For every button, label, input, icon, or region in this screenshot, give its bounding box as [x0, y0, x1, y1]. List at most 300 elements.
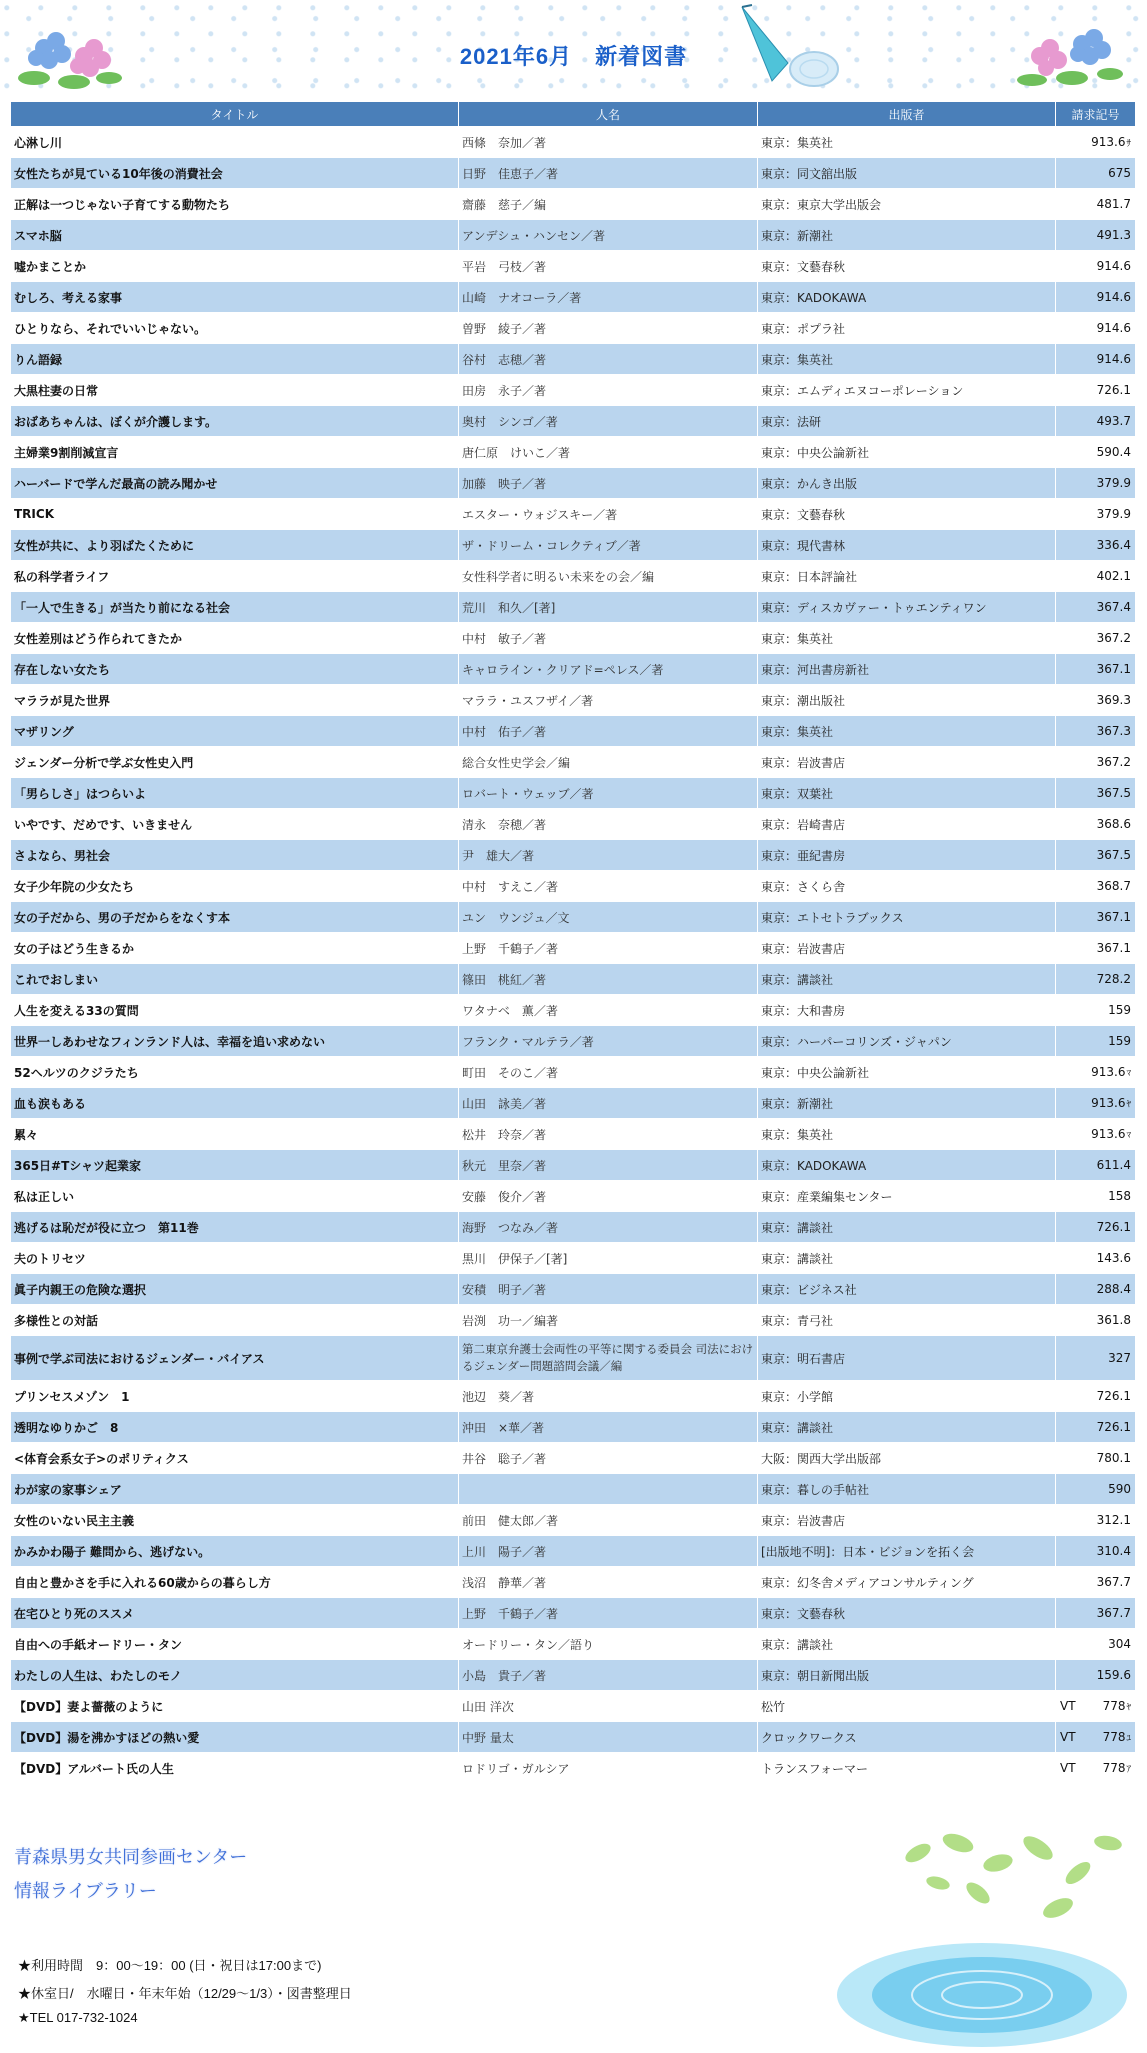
water-ripple-decoration	[832, 1930, 1132, 2050]
book-publisher: 東京：集英社	[758, 344, 1056, 375]
book-title: 女性たちが見ている10年後の消費社会	[11, 158, 459, 189]
book-title: ジェンダー分析で学ぶ女性史入門	[11, 747, 459, 778]
call-number	[1056, 1150, 1136, 1181]
call-number-value: 914.6	[1096, 321, 1131, 335]
call-number	[1056, 220, 1136, 251]
call-number	[1056, 716, 1136, 747]
table-row	[11, 964, 1136, 995]
call-number-value: 778	[1102, 1699, 1126, 1713]
book-title: おばあちゃんは、ぼくが介護します。	[11, 406, 459, 437]
table-row	[11, 902, 1136, 933]
book-author: 篠田 桃紅／著	[459, 964, 758, 995]
book-publisher: 東京：日本評論社	[758, 561, 1056, 592]
call-number	[1056, 623, 1136, 654]
call-number-value: 368.7	[1096, 879, 1131, 893]
book-publisher: 東京：ディスカヴァー・トゥエンティワン	[758, 592, 1056, 623]
book-author: ザ・ドリーム・コレクティブ／著	[459, 530, 758, 561]
call-prefix: VT	[1060, 1761, 1076, 1775]
call-number-value: 913.6	[1091, 1096, 1126, 1110]
call-number-value: 310.4	[1096, 1544, 1131, 1558]
book-publisher: 東京：さくら舎	[758, 871, 1056, 902]
book-title: かみかわ陽子 難問から、逃げない。	[11, 1536, 459, 1567]
book-author: 中村 すえこ／著	[459, 871, 758, 902]
call-number-value: 367.2	[1096, 755, 1131, 769]
call-number-value: 336.4	[1096, 538, 1131, 552]
book-publisher: 東京：ハーパーコリンズ・ジャパン	[758, 1026, 1056, 1057]
book-author: 齋藤 慈子／編	[459, 189, 758, 220]
call-number	[1056, 964, 1136, 995]
call-number	[1056, 1243, 1136, 1274]
book-title: 自由と豊かさを手に入れる60歳からの暮らし方	[11, 1567, 459, 1598]
call-number-value: 778	[1102, 1761, 1126, 1775]
book-title: むしろ、考える家事	[11, 282, 459, 313]
call-number	[1056, 1057, 1136, 1088]
call-number-value: 327	[1108, 1351, 1131, 1365]
table-row	[11, 654, 1136, 685]
book-title: ハーバードで学んだ最高の読み聞かせ	[11, 468, 459, 499]
call-number-value: 288.4	[1096, 1282, 1131, 1296]
opening-hours: ★利用時間 9：00～19：00 (日・祝日は17:00まで)	[18, 1958, 322, 1973]
table-row	[11, 1567, 1136, 1598]
call-number-value: 367.3	[1096, 724, 1131, 738]
book-publisher: 東京：中央公論新社	[758, 437, 1056, 468]
book-author: ロドリゴ・ガルシア	[459, 1753, 758, 1784]
call-number-value: 367.5	[1096, 848, 1131, 862]
book-publisher: 東京：集英社	[758, 623, 1056, 654]
book-title: 世界一しあわせなフィンランド人は、幸福を追い求めない	[11, 1026, 459, 1057]
book-author: 上野 千鶴子／著	[459, 1598, 758, 1629]
table-row	[11, 933, 1136, 964]
table-row	[11, 1660, 1136, 1691]
book-title: 365日#Tシャツ起業家	[11, 1150, 459, 1181]
call-number-value: 726.1	[1096, 1420, 1131, 1434]
call-number	[1056, 1691, 1136, 1722]
call-number-value: 913.6	[1091, 1127, 1126, 1141]
call-number	[1056, 840, 1136, 871]
call-number-value: 611.4	[1096, 1158, 1131, 1172]
book-publisher: 東京：講談社	[758, 1629, 1056, 1660]
call-number	[1056, 127, 1136, 158]
table-row	[11, 1691, 1136, 1722]
book-publisher: 東京：幻冬舎メディアコンサルティング	[758, 1567, 1056, 1598]
call-number	[1056, 530, 1136, 561]
book-publisher: 東京：青弓社	[758, 1305, 1056, 1336]
table-row	[11, 1474, 1136, 1505]
call-number	[1056, 1412, 1136, 1443]
call-number	[1056, 1722, 1136, 1753]
call-suffix: ｱ	[1126, 1765, 1131, 1775]
book-publisher: 東京：集英社	[758, 716, 1056, 747]
book-publisher: 東京：岩波書店	[758, 933, 1056, 964]
call-number-value: 159	[1108, 1034, 1131, 1048]
call-number-value: 726.1	[1096, 1389, 1131, 1403]
book-publisher: 東京：KADOKAWA	[758, 1150, 1056, 1181]
book-publisher: 東京：朝日新聞出版	[758, 1660, 1056, 1691]
book-title: 自由への手紙オードリー・タン	[11, 1629, 459, 1660]
call-prefix: VT	[1060, 1699, 1076, 1713]
book-title: さよなら、男社会	[11, 840, 459, 871]
book-title: 私の科学者ライフ	[11, 561, 459, 592]
call-number	[1056, 654, 1136, 685]
table-row	[11, 406, 1136, 437]
book-title: 【DVD】アルバート氏の人生	[11, 1753, 459, 1784]
book-publisher: 東京：文藝春秋	[758, 251, 1056, 282]
book-author: 井谷 聡子／著	[459, 1443, 758, 1474]
call-number	[1056, 1474, 1136, 1505]
book-title: 52ヘルツのクジラたち	[11, 1057, 459, 1088]
call-number	[1056, 1026, 1136, 1057]
book-publisher: 東京：集英社	[758, 127, 1056, 158]
table-row	[11, 468, 1136, 499]
call-suffix: ﾕ	[1126, 1734, 1131, 1744]
book-author	[459, 1474, 758, 1505]
call-number	[1056, 1119, 1136, 1150]
book-author: 谷村 志穂／著	[459, 344, 758, 375]
book-author: 池辺 葵／著	[459, 1381, 758, 1412]
call-number	[1056, 406, 1136, 437]
book-title: 女性差別はどう作られてきたか	[11, 623, 459, 654]
book-title: いやです、だめです、いきません	[11, 809, 459, 840]
table-row	[11, 747, 1136, 778]
table-row	[11, 995, 1136, 1026]
book-title: 女の子はどう生きるか	[11, 933, 459, 964]
book-publisher: 東京：同文舘出版	[758, 158, 1056, 189]
table-row	[11, 1381, 1136, 1412]
call-number	[1056, 1505, 1136, 1536]
table-row	[11, 282, 1136, 313]
call-number	[1056, 1536, 1136, 1567]
book-author: 中野 量太	[459, 1722, 758, 1753]
table-row	[11, 1629, 1136, 1660]
table-row	[11, 1057, 1136, 1088]
book-publisher: 東京：かんき出版	[758, 468, 1056, 499]
table-row	[11, 251, 1136, 282]
call-number-value: 728.2	[1096, 972, 1131, 986]
book-author: 沖田 ×華／著	[459, 1412, 758, 1443]
column-header-author: 人名	[459, 102, 758, 127]
column-header-publisher: 出版者	[758, 102, 1056, 127]
book-title: <体育会系女子>のポリティクス	[11, 1443, 459, 1474]
call-suffix: ﾔ	[1126, 1100, 1131, 1110]
book-author: 上川 陽子／著	[459, 1536, 758, 1567]
call-number	[1056, 778, 1136, 809]
call-number	[1056, 251, 1136, 282]
telephone: ★TEL 017-732-1024	[18, 2010, 138, 2025]
call-number	[1056, 1336, 1136, 1381]
closed-days: ★休室日/ 水曜日・年末年始（12/29～1/3）・図書整理日	[18, 1986, 352, 2001]
book-author: 中村 敏子／著	[459, 623, 758, 654]
call-number-value: 367.1	[1096, 910, 1131, 924]
call-number-value: 726.1	[1096, 1220, 1131, 1234]
call-number-value: 402.1	[1096, 569, 1131, 583]
book-publisher: 東京：法研	[758, 406, 1056, 437]
book-title: 【DVD】湯を沸かすほどの熱い愛	[11, 1722, 459, 1753]
org-name: 青森県男女共同参画センター	[14, 1847, 248, 1867]
table-row	[11, 1505, 1136, 1536]
table-row	[11, 778, 1136, 809]
book-title: 在宅ひとり死のススメ	[11, 1598, 459, 1629]
table-row	[11, 1181, 1136, 1212]
book-author: 中村 佑子／著	[459, 716, 758, 747]
book-title: マザリング	[11, 716, 459, 747]
table-row	[11, 530, 1136, 561]
book-title: 血も涙もある	[11, 1088, 459, 1119]
table-row	[11, 1443, 1136, 1474]
book-title: プリンセスメゾン 1	[11, 1381, 459, 1412]
table-row	[11, 561, 1136, 592]
book-publisher: 東京：新潮社	[758, 220, 1056, 251]
book-author: 安積 明子／著	[459, 1274, 758, 1305]
book-title: 心淋し川	[11, 127, 459, 158]
call-number-value: 368.6	[1096, 817, 1131, 831]
book-publisher: 東京：文藝春秋	[758, 1598, 1056, 1629]
book-publisher: 東京：ビジネス社	[758, 1274, 1056, 1305]
call-number	[1056, 1381, 1136, 1412]
table-row	[11, 1088, 1136, 1119]
book-publisher: 大阪：関西大学出版部	[758, 1443, 1056, 1474]
table-row	[11, 127, 1136, 158]
table-row	[11, 1536, 1136, 1567]
book-author: 岩渕 功一／編著	[459, 1305, 758, 1336]
book-publisher: 東京：集英社	[758, 1119, 1056, 1150]
table-row	[11, 313, 1136, 344]
call-number-value: 914.6	[1096, 290, 1131, 304]
call-number-value: 379.9	[1096, 476, 1131, 490]
table-row	[11, 592, 1136, 623]
call-number-value: 143.6	[1096, 1251, 1131, 1265]
book-title: 女の子だから、男の子だからをなくす本	[11, 902, 459, 933]
call-number-value: 367.4	[1096, 600, 1131, 614]
book-publisher: 東京：ポプラ社	[758, 313, 1056, 344]
book-author: 総合女性史学会／編	[459, 747, 758, 778]
table-row	[11, 716, 1136, 747]
book-author: 山崎 ナオコーラ／著	[459, 282, 758, 313]
book-publisher: 東京：新潮社	[758, 1088, 1056, 1119]
book-title: 累々	[11, 1119, 459, 1150]
book-title: 「一人で生きる」が当たり前になる社会	[11, 592, 459, 623]
call-number-value: 159	[1108, 1003, 1131, 1017]
call-number-value: 367.1	[1096, 941, 1131, 955]
call-prefix: VT	[1060, 1730, 1076, 1744]
new-books-table	[10, 101, 1136, 1784]
call-number	[1056, 592, 1136, 623]
book-author: 加藤 映子／著	[459, 468, 758, 499]
call-number-value: 361.8	[1096, 1313, 1131, 1327]
book-author: 町田 そのこ／著	[459, 1057, 758, 1088]
book-author: ロバート・ウェッブ／著	[459, 778, 758, 809]
book-publisher: 東京：暮しの手帖社	[758, 1474, 1056, 1505]
call-suffix: ﾏ	[1126, 1069, 1131, 1079]
book-author: フランク・マルテラ／著	[459, 1026, 758, 1057]
table-row	[11, 220, 1136, 251]
book-title: 逃げるは恥だが役に立つ 第11巻	[11, 1212, 459, 1243]
book-title: りん語録	[11, 344, 459, 375]
table-row	[11, 623, 1136, 654]
book-publisher: [出版地不明]：日本・ビジョンを拓く会	[758, 1536, 1056, 1567]
book-author: 秋元 里奈／著	[459, 1150, 758, 1181]
call-number	[1056, 1443, 1136, 1474]
book-publisher: トランスフォーマー	[758, 1753, 1056, 1784]
call-number-value: 367.7	[1096, 1575, 1131, 1589]
call-number	[1056, 313, 1136, 344]
call-number	[1056, 1567, 1136, 1598]
book-publisher: 東京：大和書房	[758, 995, 1056, 1026]
book-publisher: 東京：亜紀書房	[758, 840, 1056, 871]
book-author: 曽野 綾子／著	[459, 313, 758, 344]
book-author: エスター・ウォジスキー／著	[459, 499, 758, 530]
call-number-value: 379.9	[1096, 507, 1131, 521]
call-number	[1056, 344, 1136, 375]
book-author: 日野 佳恵子／著	[459, 158, 758, 189]
call-number	[1056, 902, 1136, 933]
page-header	[0, 0, 1147, 100]
book-author: 海野 つなみ／著	[459, 1212, 758, 1243]
call-number	[1056, 1660, 1136, 1691]
book-title: 存在しない女たち	[11, 654, 459, 685]
book-author: 奥村 シンゴ／著	[459, 406, 758, 437]
book-publisher: 東京：講談社	[758, 1412, 1056, 1443]
call-number-value: 913.6	[1091, 1065, 1126, 1079]
book-author: 山田 詠美／著	[459, 1088, 758, 1119]
book-author: 第二東京弁護士会両性の平等に関する委員会 司法におけるジェンダー問題諮問会議／編	[459, 1336, 758, 1381]
book-title: TRICK	[11, 499, 459, 530]
table-row	[11, 375, 1136, 406]
table-row	[11, 499, 1136, 530]
book-author: 上野 千鶴子／著	[459, 933, 758, 964]
table-row	[11, 1150, 1136, 1181]
call-number	[1056, 375, 1136, 406]
book-title: マララが見た世界	[11, 685, 459, 716]
call-number-value: 491.3	[1096, 228, 1131, 242]
call-number-value: 778	[1102, 1730, 1126, 1744]
book-author: マララ・ユスフザイ／著	[459, 685, 758, 716]
book-publisher: 東京：講談社	[758, 1243, 1056, 1274]
book-title: 嘘かまことか	[11, 251, 459, 282]
book-author: 清永 奈穂／著	[459, 809, 758, 840]
table-body	[11, 127, 1136, 1784]
call-number-value: 481.7	[1096, 197, 1131, 211]
call-number-value: 159.6	[1096, 1668, 1131, 1682]
book-title: 女子少年院の少女たち	[11, 871, 459, 902]
call-number	[1056, 1753, 1136, 1784]
call-number-value: 675	[1108, 166, 1131, 180]
call-number	[1056, 747, 1136, 778]
book-publisher: クロックワークス	[758, 1722, 1056, 1753]
book-author: アンデシュ・ハンセン／著	[459, 220, 758, 251]
book-title: ひとりなら、それでいいじゃない。	[11, 313, 459, 344]
book-author: キャロライン・クリアド=ペレス／著	[459, 654, 758, 685]
table-row	[11, 1274, 1136, 1305]
book-publisher: 東京：岩波書店	[758, 1505, 1056, 1536]
call-number-value: 780.1	[1096, 1451, 1131, 1465]
call-number-value: 590	[1108, 1482, 1131, 1496]
book-author: ユン ウンジュ／文	[459, 902, 758, 933]
table-row	[11, 1598, 1136, 1629]
table-row	[11, 1305, 1136, 1336]
book-title: 夫のトリセツ	[11, 1243, 459, 1274]
book-author: 浅沼 静華／著	[459, 1567, 758, 1598]
call-number-value: 367.2	[1096, 631, 1131, 645]
book-publisher: 東京：河出書房新社	[758, 654, 1056, 685]
call-number-value: 726.1	[1096, 383, 1131, 397]
book-publisher: 東京：明石書店	[758, 1336, 1056, 1381]
book-author: 松井 玲奈／著	[459, 1119, 758, 1150]
book-author: 平岩 弓枝／著	[459, 251, 758, 282]
book-title: 人生を変える33の質問	[11, 995, 459, 1026]
call-number-value: 913.6	[1091, 135, 1126, 149]
book-publisher: 東京：産業編集センター	[758, 1181, 1056, 1212]
book-author: 女性科学者に明るい未来をの会／編	[459, 561, 758, 592]
call-number	[1056, 1181, 1136, 1212]
book-publisher: 東京：中央公論新社	[758, 1057, 1056, 1088]
book-title: スマホ脳	[11, 220, 459, 251]
table-row	[11, 437, 1136, 468]
table-row	[11, 189, 1136, 220]
book-author: 前田 健太郎／著	[459, 1505, 758, 1536]
book-author: 西條 奈加／著	[459, 127, 758, 158]
call-number	[1056, 189, 1136, 220]
book-title: 女性のいない民主主義	[11, 1505, 459, 1536]
book-author: 田房 永子／著	[459, 375, 758, 406]
table-row	[11, 1412, 1136, 1443]
call-number-value: 493.7	[1096, 414, 1131, 428]
call-number	[1056, 468, 1136, 499]
book-publisher: 東京：双葉社	[758, 778, 1056, 809]
book-title: 女性が共に、より羽ばたくために	[11, 530, 459, 561]
call-number	[1056, 499, 1136, 530]
table-row	[11, 1119, 1136, 1150]
book-title: わが家の家事シェア	[11, 1474, 459, 1505]
table-row	[11, 1336, 1136, 1381]
book-title: 事例で学ぶ司法におけるジェンダー・バイアス	[11, 1336, 459, 1381]
book-publisher: 東京：エムディエヌコーポレーション	[758, 375, 1056, 406]
call-number-value: 590.4	[1096, 445, 1131, 459]
library-name: 情報ライブラリー	[14, 1881, 157, 1901]
call-number	[1056, 1212, 1136, 1243]
call-number-value: 367.5	[1096, 786, 1131, 800]
call-suffix: ﾔ	[1126, 1703, 1131, 1713]
call-suffix: ﾏ	[1126, 1131, 1131, 1141]
book-title: 「男らしさ」はつらいよ	[11, 778, 459, 809]
book-title: これでおしまい	[11, 964, 459, 995]
book-author: 黒川 伊保子／[著]	[459, 1243, 758, 1274]
call-number	[1056, 561, 1136, 592]
call-number-value: 369.3	[1096, 693, 1131, 707]
book-publisher: 東京：文藝春秋	[758, 499, 1056, 530]
table-row	[11, 809, 1136, 840]
table-row	[11, 840, 1136, 871]
table-row	[11, 1212, 1136, 1243]
call-number	[1056, 933, 1136, 964]
book-title: 眞子内親王の危険な選択	[11, 1274, 459, 1305]
column-header-call-number: 請求記号	[1056, 102, 1136, 127]
book-publisher: 東京：現代書林	[758, 530, 1056, 561]
call-number	[1056, 1088, 1136, 1119]
call-number	[1056, 871, 1136, 902]
book-title: 透明なゆりかご 8	[11, 1412, 459, 1443]
call-number	[1056, 1598, 1136, 1629]
call-suffix: ｻ	[1126, 139, 1131, 149]
call-number	[1056, 1274, 1136, 1305]
call-number-value: 304	[1108, 1637, 1131, 1651]
book-publisher: 東京：小学館	[758, 1381, 1056, 1412]
column-header-title: タイトル	[11, 102, 459, 127]
book-author: 山田 洋次	[459, 1691, 758, 1722]
call-number-value: 914.6	[1096, 259, 1131, 273]
book-title: 【DVD】妻よ薔薇のように	[11, 1691, 459, 1722]
call-number	[1056, 685, 1136, 716]
book-title: 私は正しい	[11, 1181, 459, 1212]
